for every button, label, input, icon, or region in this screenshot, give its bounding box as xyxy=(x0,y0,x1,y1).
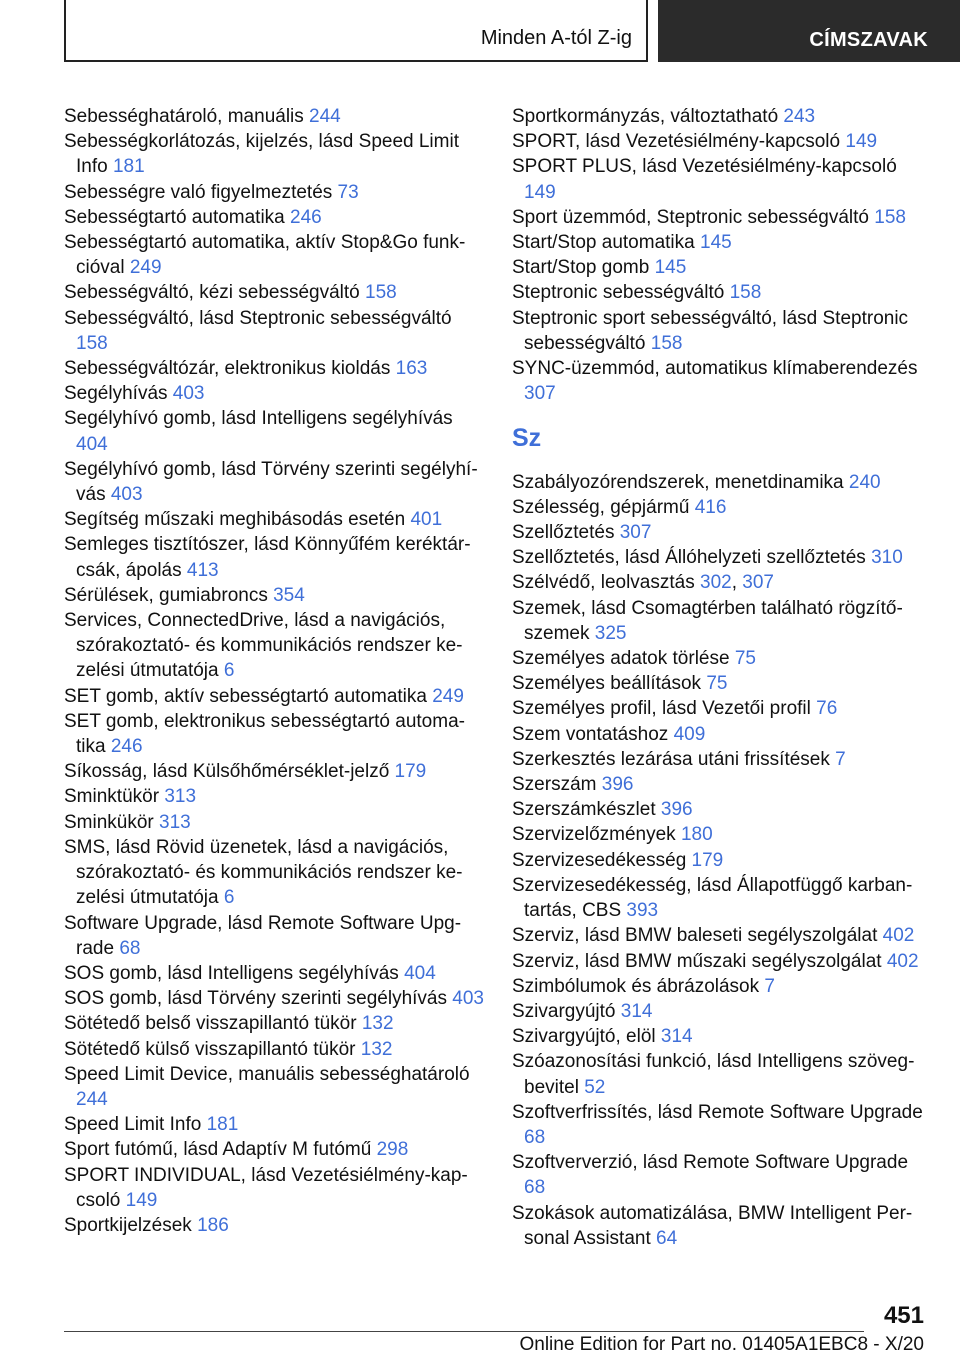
section-title: Minden A-tól Z-ig xyxy=(64,0,648,62)
index-group-s xyxy=(512,104,932,406)
index-entry xyxy=(512,696,932,721)
index-entry xyxy=(64,1062,484,1112)
page-reference-link[interactable]: 401 xyxy=(410,509,443,531)
index-entry xyxy=(512,306,932,356)
index-term: Sportkijelzések xyxy=(64,1214,198,1236)
index-term: SOS gomb, lásd Intelligens segélyhívás xyxy=(64,962,405,984)
index-entry xyxy=(512,154,932,204)
index-term: Sebességhatároló, manuális xyxy=(64,106,310,127)
index-entry xyxy=(64,1011,484,1036)
index-entry xyxy=(64,532,484,582)
index-entry xyxy=(512,722,932,747)
index-term: Szervizelőzmények xyxy=(512,824,681,846)
index-term: Szóazonosítási funkció, lásd Intelligens szövegbevitel xyxy=(512,1051,915,1098)
page-reference-link[interactable]: 396 xyxy=(660,799,693,821)
index-term: Sebességtartó automatika, aktív Stop&Go funkcióval xyxy=(64,232,466,279)
page-reference-link[interactable]: 68 xyxy=(119,937,141,959)
page-reference-link[interactable]: 413 xyxy=(186,559,219,581)
page-reference-link[interactable]: 249 xyxy=(129,257,162,279)
index-entry xyxy=(512,1049,932,1099)
page-reference-link[interactable]: 158 xyxy=(650,332,683,354)
index-term: Start/Stop gomb xyxy=(512,257,655,279)
index-term: Szélvédő, leolvasztás xyxy=(512,572,700,594)
index-entry xyxy=(64,759,484,784)
index-term: Síkosság, lásd Külsőhőmérséklet-jelző xyxy=(64,761,395,783)
index-term: Segélyhívó gomb, lásd Törvény szerinti segélyhívás xyxy=(64,458,478,506)
index-entry xyxy=(512,495,932,520)
page-reference-link[interactable]: 404 xyxy=(404,962,436,984)
index-term: Speed Limit Info xyxy=(64,1114,207,1136)
index-column-left xyxy=(64,104,484,1238)
index-entry xyxy=(512,999,932,1024)
index-term: Semleges tisztítószer, lásd Könnyűfém keréktárcsák, ápolás xyxy=(64,534,471,581)
page-reference-link[interactable]: 403 xyxy=(110,484,143,506)
index-term: Segélyhívó gomb, lásd Intelligens segélyhívás xyxy=(64,408,453,430)
index-entry xyxy=(512,848,932,873)
page-reference-link[interactable]: 314 xyxy=(660,1026,693,1048)
index-entry xyxy=(512,1201,932,1251)
page-reference-link[interactable]: 181 xyxy=(206,1114,239,1136)
page-reference-link[interactable]: 310 xyxy=(871,547,903,569)
index-term: SET gomb, aktív sebességtartó automatika xyxy=(64,685,433,707)
index-term: Szem vontatáshoz xyxy=(512,723,674,745)
page-reference-link[interactable]: 132 xyxy=(361,1013,394,1035)
index-term: SPORT PLUS, lásd Vezetésiélmény-kapcsoló xyxy=(512,156,897,178)
index-entry xyxy=(64,1037,484,1062)
page-reference-link[interactable]: 64 xyxy=(656,1227,678,1249)
index-entry xyxy=(64,684,484,709)
index-term: Sminkükör xyxy=(64,811,160,833)
page-reference-link[interactable]: 249 xyxy=(432,685,464,707)
page-reference-link[interactable]: 158 xyxy=(76,332,108,354)
index-entry xyxy=(512,104,932,129)
index-term: Sebességváltózár, elektronikus kioldás xyxy=(64,358,396,380)
index-entry xyxy=(512,747,932,772)
page-reference-link[interactable]: 240 xyxy=(848,471,881,493)
page-reference-link[interactable]: 396 xyxy=(601,774,634,796)
index-term: Szokások automatizálása, BMW Intelligent Personal Assistant xyxy=(512,1202,913,1249)
index-term: Szoftverfrissítés, lásd Remote Software Upgrade xyxy=(512,1101,923,1123)
page-reference-link[interactable]: 307 xyxy=(742,572,774,594)
page-reference-link[interactable]: 149 xyxy=(125,1189,158,1211)
index-term: Szélesség, gépjármű xyxy=(512,496,695,518)
index-term: Segítség műszaki meghibásodás esetén xyxy=(64,509,411,531)
page-reference-link[interactable]: 243 xyxy=(783,106,816,127)
index-entry xyxy=(512,205,932,230)
index-entry xyxy=(64,457,484,507)
page-reference-link[interactable]: 181 xyxy=(112,156,145,178)
index-entry xyxy=(512,570,932,595)
index-entry xyxy=(512,280,932,305)
index-entry xyxy=(512,596,932,646)
page-reference-link[interactable]: 409 xyxy=(673,723,706,745)
page-reference-link[interactable]: 246 xyxy=(110,736,143,758)
page-reference-link[interactable]: 354 xyxy=(273,584,305,606)
index-term: SYNC-üzemmód, automatikus klímaberendezés xyxy=(512,358,918,380)
index-entry xyxy=(64,507,484,532)
page-reference-link[interactable]: 145 xyxy=(654,257,687,279)
page-reference-link[interactable]: 403 xyxy=(172,383,205,405)
index-term: Start/Stop automatika xyxy=(512,232,700,254)
page-reference-link[interactable]: 132 xyxy=(360,1038,393,1060)
index-term: Szervizesedékesség xyxy=(512,849,692,871)
index-entry xyxy=(512,797,932,822)
index-entry xyxy=(512,923,932,948)
index-term: SPORT INDIVIDUAL, lásd Vezetésiélmény-kapcsoló xyxy=(64,1164,468,1211)
index-term: Segélyhívás xyxy=(64,383,173,405)
index-term: Software Upgrade, lásd Remote Software Upgrade xyxy=(64,912,462,959)
index-entry xyxy=(512,646,932,671)
page-number: 451 xyxy=(883,1302,924,1329)
index-term: Szabályozórendszerek, menetdinamika xyxy=(512,471,849,493)
page-reference-link[interactable]: 180 xyxy=(680,824,713,846)
index-entry xyxy=(64,583,484,608)
index-term: Sportkormányzás, változtatható xyxy=(512,106,784,127)
index-entry xyxy=(64,306,484,356)
index-entry xyxy=(512,873,932,923)
index-entry xyxy=(64,180,484,205)
page-reference-link[interactable]: 179 xyxy=(691,849,724,871)
page-reference-link[interactable]: 314 xyxy=(620,1000,653,1022)
page-reference-link[interactable]: 246 xyxy=(290,206,322,228)
page-reference-link[interactable]: 73 xyxy=(337,181,359,203)
index-term: Szimbólumok és ábrázolások xyxy=(512,975,765,997)
page-reference-link[interactable]: 402 xyxy=(882,925,915,947)
page-reference-link[interactable]: 186 xyxy=(197,1214,229,1236)
index-term: Sebességkorlátozás, kijelzés, lásd Speed Limit Info xyxy=(64,131,459,178)
index-entry xyxy=(512,1024,932,1049)
index-term: Sötétedő külső visszapillantó tükör xyxy=(64,1038,361,1060)
index-term: Szivargyújtó xyxy=(512,1000,621,1022)
index-term: Szervizesedékesség, lásd Állapotfüggő karbantartás, CBS xyxy=(512,874,913,922)
index-term: Sebességváltó, lásd Steptronic sebességváltó xyxy=(64,307,452,329)
index-term: SOS gomb, lásd Törvény szerinti segélyhívás xyxy=(64,988,453,1010)
page-reference-link[interactable]: 6 xyxy=(223,887,235,909)
index-term: , xyxy=(731,572,743,594)
index-term: Személyes adatok törlése xyxy=(512,648,735,670)
index-entry xyxy=(64,129,484,179)
index-entry xyxy=(512,520,932,545)
index-term: Sötétedő belső visszapillantó tükör xyxy=(64,1013,362,1035)
index-term: Szerviz, lásd BMW műszaki segélyszolgálat xyxy=(512,950,887,972)
index-entry xyxy=(512,356,932,406)
index-entry xyxy=(64,356,484,381)
page-reference-link[interactable]: 149 xyxy=(524,181,556,203)
index-entry xyxy=(512,1100,932,1150)
footer-edition-note: Online Edition for Part no. 01405A1EBC8 - X/20 xyxy=(519,1334,924,1355)
page-reference-link[interactable]: 68 xyxy=(524,1126,546,1148)
index-entry xyxy=(512,671,932,696)
index-entry xyxy=(512,230,932,255)
index-entry xyxy=(64,1112,484,1137)
index-entry xyxy=(64,205,484,230)
index-entry xyxy=(64,280,484,305)
index-term: Sport futómű, lásd Adaptív M futómű xyxy=(64,1139,377,1161)
page-reference-link[interactable]: 244 xyxy=(76,1088,108,1110)
page-reference-link[interactable]: 7 xyxy=(835,748,846,770)
page-reference-link[interactable]: 158 xyxy=(365,282,397,304)
page-reference-link[interactable]: 325 xyxy=(594,622,627,644)
index-term: SPORT, lásd Vezetésiélmény-kapcsoló xyxy=(512,131,846,153)
page-reference-link[interactable]: 7 xyxy=(764,975,775,997)
index-entry xyxy=(64,986,484,1011)
page-reference-link[interactable]: 244 xyxy=(309,106,341,127)
page-reference-link[interactable]: 6 xyxy=(223,660,235,682)
page-reference-link[interactable]: 416 xyxy=(694,496,727,518)
index-term: Szerviz, lásd BMW baleseti segélyszolgálat xyxy=(512,925,883,947)
section-letter-heading: Sz xyxy=(512,424,542,453)
index-entry xyxy=(64,810,484,835)
index-term: Services, ConnectedDrive, lásd a navigációs, szórakoztató- és kommunikációs rendszer kezelési útmutatója xyxy=(64,610,463,682)
page-reference-link[interactable]: 149 xyxy=(845,131,878,153)
index-term: Sebességtartó automatika xyxy=(64,206,291,228)
page-reference-link[interactable]: 75 xyxy=(734,648,756,670)
index-entry xyxy=(512,1150,932,1200)
footer-divider xyxy=(64,1331,864,1332)
index-term: Szellőztetés, lásd Állóhelyzeti szellőztetés xyxy=(512,547,872,569)
index-term: SMS, lásd Rövid üzenetek, lásd a navigációs, szórakoztató- és kommunikációs rendszer kezelési útmutatója xyxy=(64,836,463,909)
index-group-sz xyxy=(512,470,932,1251)
index-term: Steptronic sport sebességváltó, lásd Steptronic sebességváltó xyxy=(512,307,909,354)
index-entry xyxy=(64,406,484,456)
page-reference-link[interactable]: 307 xyxy=(619,522,652,544)
page-reference-link[interactable]: 75 xyxy=(706,673,728,695)
index-entry xyxy=(64,911,484,961)
index-entry xyxy=(512,255,932,280)
index-term: Szivargyújtó, elöl xyxy=(512,1026,661,1048)
page-reference-link[interactable]: 298 xyxy=(376,1139,409,1161)
page-reference-link[interactable]: 68 xyxy=(524,1177,546,1199)
page-reference-link[interactable]: 145 xyxy=(700,232,732,254)
page-reference-link[interactable]: 158 xyxy=(729,282,762,304)
index-entry xyxy=(64,709,484,759)
page-reference-link[interactable]: 163 xyxy=(395,358,428,380)
page-reference-link[interactable]: 404 xyxy=(76,433,108,455)
index-term: Szerkesztés lezárása utáni frissítések xyxy=(512,748,836,770)
index-term: Sminktükör xyxy=(64,786,165,808)
page-reference-link[interactable]: 402 xyxy=(886,950,919,972)
index-term: Sebességváltó, kézi sebességváltó xyxy=(64,282,366,304)
index-entry xyxy=(512,129,932,154)
page-reference-link[interactable]: 76 xyxy=(816,698,838,720)
index-term: Szellőztetés xyxy=(512,522,620,544)
index-term: Sport üzemmód, Steptronic sebességváltó xyxy=(512,206,875,228)
chapter-tab: CÍMSZAVAK xyxy=(658,0,960,62)
index-entry xyxy=(512,949,932,974)
index-term: Sebességre való figyelmeztetés xyxy=(64,181,338,203)
index-entry xyxy=(512,545,932,570)
index-term: Szoftververzió, lásd Remote Software Upgrade xyxy=(512,1152,909,1174)
index-column-right xyxy=(512,104,932,1251)
index-term: SET gomb, elektronikus sebességtartó automatika xyxy=(64,710,465,758)
page-reference-link[interactable]: 179 xyxy=(394,761,427,783)
index-entry xyxy=(64,1163,484,1213)
index-term: Speed Limit Device, manuális sebességhatároló xyxy=(64,1063,470,1085)
page-reference-link[interactable]: 403 xyxy=(452,988,484,1010)
index-term: Személyes profil, lásd Vezetői profil xyxy=(512,698,817,720)
index-term: Steptronic sebességváltó xyxy=(512,282,730,304)
index-entry xyxy=(64,784,484,809)
index-entry xyxy=(64,104,484,129)
index-entry xyxy=(64,230,484,280)
index-entry xyxy=(512,822,932,847)
page-reference-link[interactable]: 307 xyxy=(524,383,556,405)
page-reference-link[interactable]: 302 xyxy=(700,572,732,594)
index-term: Szerszám xyxy=(512,774,602,796)
page-reference-link[interactable]: 393 xyxy=(626,900,659,922)
index-term: Szerszámkészlet xyxy=(512,799,661,821)
page-header xyxy=(64,0,960,64)
page-reference-link[interactable]: 52 xyxy=(584,1076,606,1098)
index-entry xyxy=(512,974,932,999)
index-term: Szemek, lásd Csomagtérben található rögzítőszemek xyxy=(512,597,903,644)
index-entry xyxy=(512,470,932,495)
index-entry xyxy=(512,772,932,797)
index-entry xyxy=(64,835,484,911)
page-reference-link[interactable]: 313 xyxy=(164,786,197,808)
page-reference-link[interactable]: 313 xyxy=(159,811,191,833)
index-term: Sérülések, gumiabroncs xyxy=(64,584,274,606)
index-entry xyxy=(64,1213,484,1238)
index-term: Személyes beállítások xyxy=(512,673,707,695)
index-entry xyxy=(64,381,484,406)
index-entry xyxy=(64,961,484,986)
page-reference-link[interactable]: 158 xyxy=(874,206,906,228)
index-entry xyxy=(64,608,484,684)
index-entry xyxy=(64,1137,484,1162)
